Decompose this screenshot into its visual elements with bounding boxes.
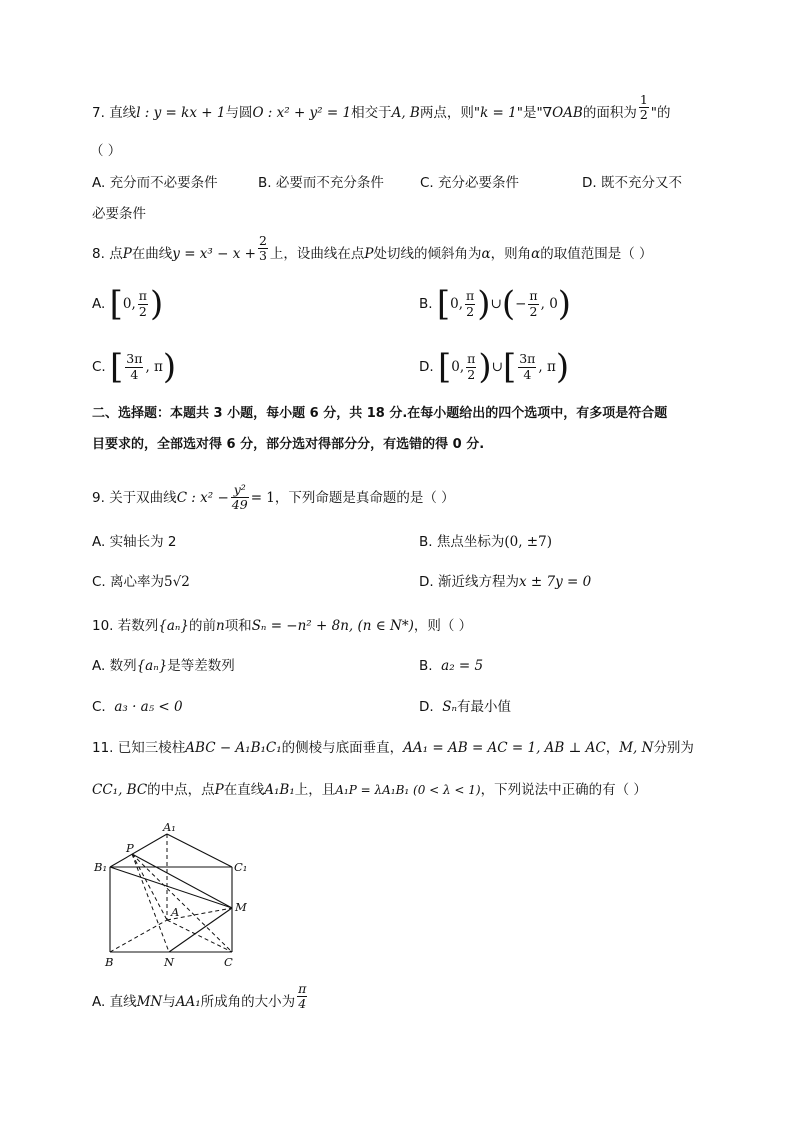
label-N: N [164, 955, 175, 969]
q11-option-a: A. 直线MN与AA₁所成角的大小为 $\frac{\pi}{4}$ [92, 981, 307, 1012]
q7-text: 直线 [109, 104, 137, 121]
q8-text: 点 [109, 245, 123, 262]
q8-option-c: C. [ $\frac{3\pi}{4}$ , π) [92, 347, 177, 387]
q8-option-a: A. [0, $\frac{\pi}{2}$ ) [92, 284, 164, 324]
q9-stem: 9. 关于双曲线C : x² − $\frac{\text{y²}}{49}$ = 1，下列命题是真命题的是（ ） [92, 482, 455, 513]
q8-option-d: D. [0, $\frac{\pi}{2}$ )∪[ $\frac{3\pi}{4}$ , π) [419, 347, 570, 387]
q11-fraction: $\frac{\pi}{4}$ [298, 981, 307, 1012]
q7-stem [92, 92, 671, 123]
section-2-heading-cont: 目要求的，全部选对得 6 分，部分选对得部分分，有选错的得 0 分. [92, 437, 485, 452]
q11-stem-cont: CC₁, BC的中点，点P在直线A₁B₁上，且A₁P = λA₁B₁ (0 < λ < 1)，下列说法中正确的有（ ） [92, 782, 647, 798]
q9-text: ，下列命题是真命题的是（ ） [274, 489, 455, 506]
q8-point: P [122, 245, 132, 262]
label-A: A [171, 905, 180, 919]
q10-text: ，则（ ） [413, 618, 473, 634]
q7-points: A, B [391, 104, 420, 121]
q8-option-b: B. [0, $\frac{\pi}{2}$ )∪(− $\frac{\pi}{2}$ , 0) [419, 284, 572, 324]
q7-text: 的面积为 [582, 104, 637, 121]
q7-text: 相交于 [351, 104, 392, 121]
label-C: C [224, 955, 233, 969]
q9-option-c: C. 离心率为5√2 [92, 574, 190, 590]
q9-number: 9. [92, 489, 105, 506]
q11-text: 分别为 [653, 740, 694, 756]
q10-text: 若数列 [117, 618, 159, 634]
q8-fraction: $\frac{2}{3}$ [258, 233, 267, 264]
q7-option-d: D. 既不充分又不 [582, 175, 682, 191]
q8-curve-eq: y = x³ − x + [172, 245, 256, 262]
label-B: B [105, 955, 114, 969]
q7-option-d-cont: 必要条件 [92, 206, 146, 222]
label-M: M [235, 900, 247, 914]
q11-number: 11. [92, 740, 114, 756]
q8-stem [92, 233, 653, 264]
q8-number: 8. [92, 245, 105, 262]
label-P: P [126, 841, 134, 855]
q7-line-eq: l : y = kx + 1 [136, 104, 226, 121]
q10-option-a: A. 数列{aₙ}是等差数列 [92, 658, 235, 674]
q9-option-d: D. 渐近线方程为x ± 7y = 0 [419, 574, 592, 590]
q10-option-b: B. a₂ = 5 [419, 658, 484, 674]
q8-text: ，则角 [490, 245, 532, 262]
q9-text: 关于双曲线 [109, 489, 177, 506]
q11-text: 已知三棱柱 [117, 740, 186, 756]
q7-answer-paren: （ ） [90, 143, 122, 159]
q9-fraction: $\frac{\text{y²}}{49}$ [231, 482, 248, 513]
q7-fraction: $\frac{1}{2}$ [639, 92, 648, 123]
q9-option-a: A. 实轴长为 2 [92, 534, 177, 550]
prism-figure [90, 818, 270, 973]
q7-text: "的 [650, 104, 671, 121]
q8-alpha: α [481, 245, 491, 262]
q10-number: 10. [92, 618, 114, 634]
q11-text: 的侧棱与底面垂直， [281, 740, 404, 756]
q8-text: 的取值范围是（ ） [540, 245, 653, 262]
q10-option-d: D. Sₙ有最小值 [419, 699, 512, 715]
q11-vector-condition: A₁P = λA₁B₁ (0 < λ < 1) [335, 783, 481, 797]
q7-option-a: A. 充分而不必要条件 [92, 175, 218, 191]
label-B1: B₁ [94, 860, 108, 874]
q10-sum-formula: Sₙ = −n² + 8n, (n ∈ N*) [251, 618, 414, 634]
q7-text: "是" [516, 104, 543, 121]
q11-stem: 11. 已知三棱柱ABC − A₁B₁C₁的侧棱与底面垂直，AA₁ = AB = AC = 1, AB ⊥ AC，M, N分别为 [92, 740, 694, 756]
q10-text: 项和 [224, 618, 252, 634]
q8-point: P [364, 245, 374, 262]
q7-option-c: C. 充分必要条件 [420, 175, 520, 191]
q10-text: 的前 [188, 618, 216, 634]
q7-option-b: B. 必要而不充分条件 [258, 175, 384, 191]
q10-option-c: C. a₃ · a₅ < 0 [92, 699, 183, 715]
q8-text: 处切线的倾斜角为 [373, 245, 482, 262]
q9-option-b: B. 焦点坐标为(0, ±7) [419, 534, 552, 550]
q7-triangle: ∇OAB [542, 104, 583, 121]
q7-text: 两点，则" [419, 104, 481, 121]
q8-text: 上，设曲线在点 [269, 245, 365, 262]
q7-number: 7. [92, 104, 105, 121]
q8-alpha: α [531, 245, 541, 262]
q8-text: 在曲线 [131, 245, 173, 262]
q7-condition: k = 1 [480, 104, 517, 121]
section-2-heading: 二、选择题：本题共 3 小题，每小题 6 分，共 18 分.在每小题给出的四个选项中，有多项是符合题 [92, 406, 668, 421]
q7-circle-eq: O : x² + y² = 1 [252, 104, 352, 121]
label-A1: A₁ [163, 820, 176, 834]
q9-hyperbola: C : x² − [176, 489, 229, 506]
q10-stem: 10. 若数列{aₙ}的前n项和Sₙ = −n² + 8n, (n ∈ N*)，则（ ） [92, 618, 473, 634]
q7-text: 与圆 [225, 104, 253, 121]
label-C1: C₁ [234, 860, 248, 874]
